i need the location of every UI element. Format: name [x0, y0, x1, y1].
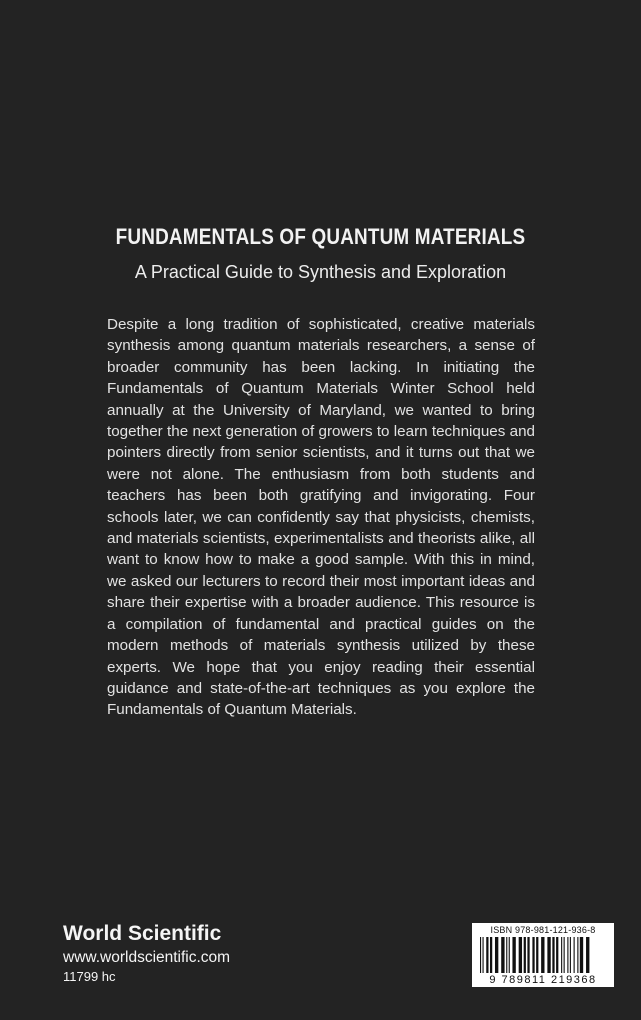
- barcode-bar: [536, 937, 538, 973]
- book-subtitle: A Practical Guide to Synthesis and Exploration: [134, 262, 507, 282]
- publisher-url: www.worldscientific.com: [63, 949, 231, 966]
- barcode-bar: [561, 937, 562, 973]
- barcode-box: [472, 923, 614, 987]
- barcode-number: 9 789811 219368: [489, 974, 597, 986]
- isbn-label: ISBN 978-981-121-936-8: [490, 925, 596, 935]
- barcode-bar: [547, 937, 550, 973]
- barcode-bar: [541, 937, 544, 973]
- barcode-bar: [577, 937, 578, 973]
- barcode-bar: [501, 937, 504, 973]
- barcode-bar: [480, 937, 481, 973]
- book-title: FUNDAMENTALS OF QUANTUM MATERIALS: [115, 224, 526, 249]
- barcode-bar: [524, 937, 526, 973]
- barcode-bar: [490, 937, 492, 973]
- barcode-bar: [586, 937, 589, 973]
- barcode-bar: [483, 937, 484, 973]
- barcode-bar: [527, 937, 529, 973]
- barcode-bar: [570, 937, 571, 973]
- barcode-bar: [519, 937, 522, 973]
- product-code: 11799 hc: [63, 969, 116, 984]
- barcode-bar: [556, 937, 558, 973]
- barcode-bar: [486, 937, 488, 973]
- barcode-icon: [478, 937, 608, 975]
- publisher-block: [63, 921, 230, 986]
- barcode-bar: [574, 937, 575, 973]
- barcode-bar: [567, 937, 568, 973]
- barcode-bar: [552, 937, 554, 973]
- publisher-name: World Scientific: [63, 922, 222, 945]
- barcode-bar: [564, 937, 565, 973]
- barcode-bar: [512, 937, 515, 973]
- barcode-bar: [509, 937, 510, 973]
- barcode-bar: [495, 937, 498, 973]
- barcode-bar: [580, 937, 583, 973]
- back-cover-blurb: Despite a long tradition of sophisticated, creative materials synthesis among quantum materials researchers, a sense of broader community has been lacking. In initiating the Fundamentals of Quantum Materials Winter School held annually at the University of Maryland, we wanted to bring together the next generation of growers to learn techniques and pointers directly from senior scientists, and it turns out that we were not alone. The enthusiasm from both students and teachers has been both gratifying and invigorating. Four schools later, we can confidently say that physicists, chemists, and materials scientists, experimentalists and theorists alike, all want to know how to make a good sample. With this in mind, we asked our lecturers to record their most important ideas and share their expertise with a broader audience. This resource is a compilation of fundamental and practical guides on the modern methods of materials synthesis utilized by these experts. We hope that you enjoy reading their essential guidance and state-of-the-art techniques as you explore the Fundamentals of Quantum Materials.: [107, 316, 535, 719]
- barcode-bar: [532, 937, 534, 973]
- barcode-bar: [506, 937, 507, 973]
